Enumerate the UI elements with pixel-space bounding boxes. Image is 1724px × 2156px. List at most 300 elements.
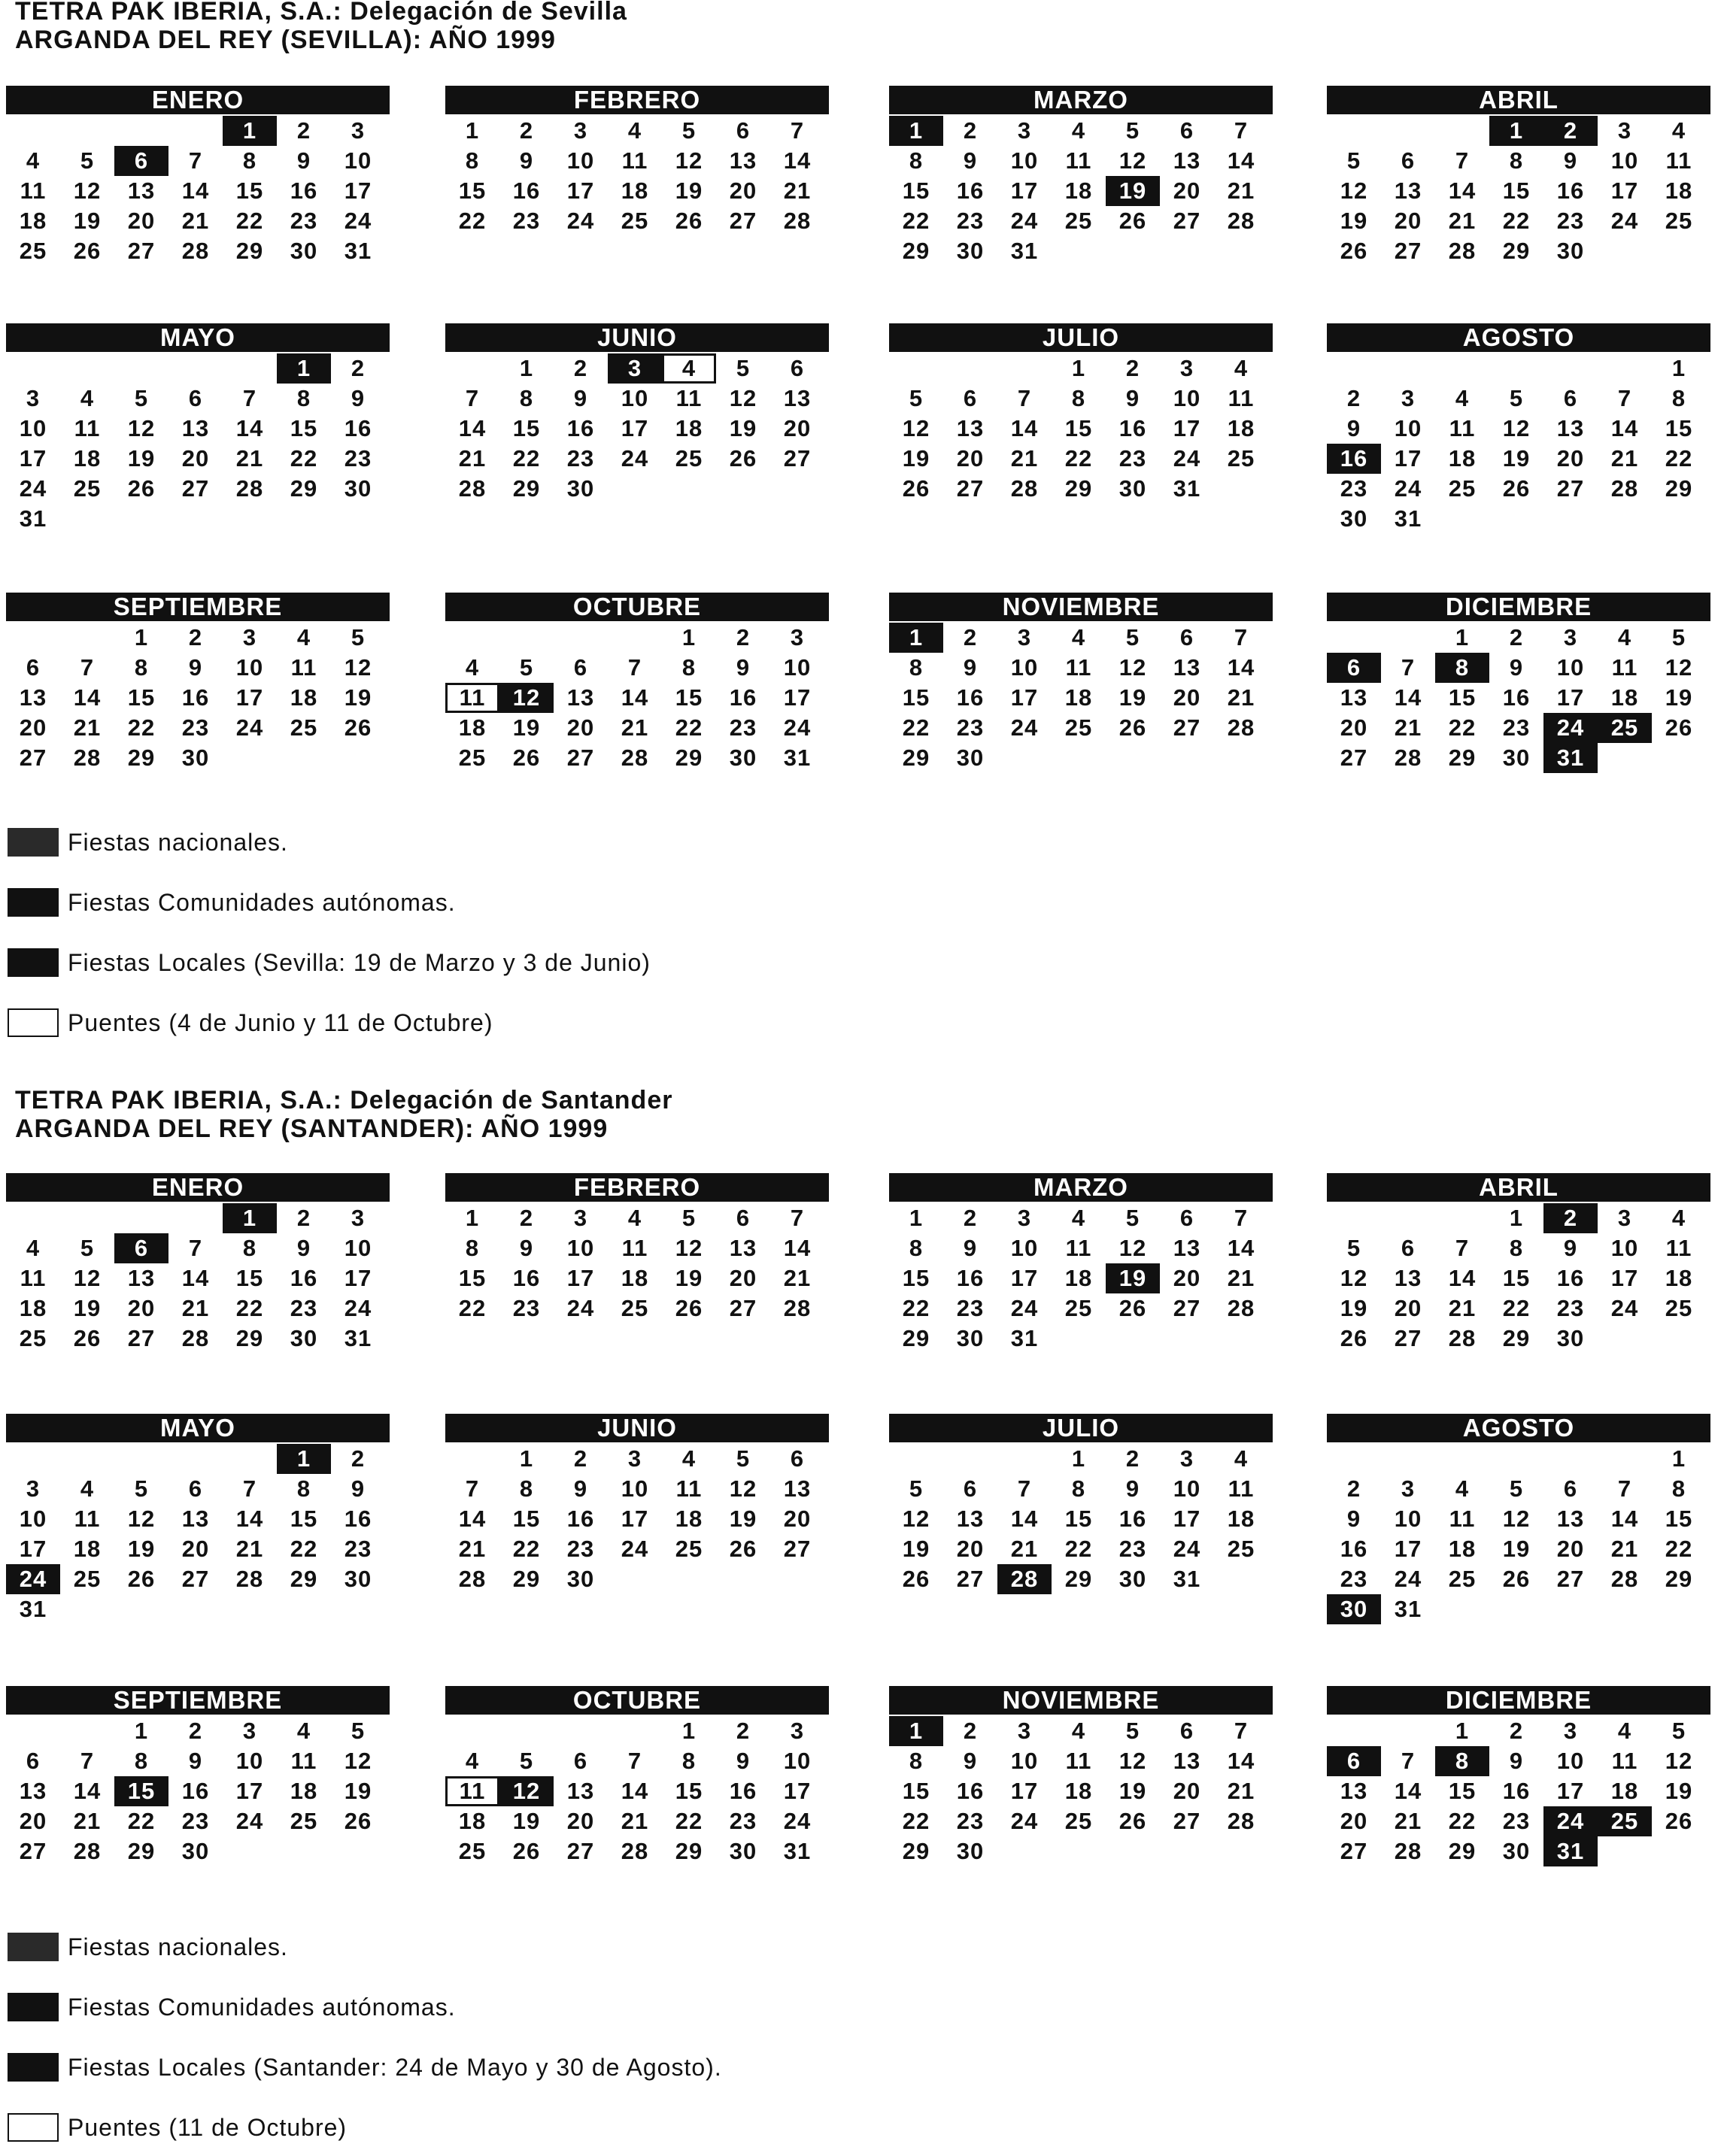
day-cell: 3 [1179,1445,1194,1472]
day-cell: 15 [512,415,541,441]
day-cell: 29 [1064,475,1093,502]
day-cell: 9 [736,654,751,681]
day-grid [6,353,390,534]
day-cell: 17 [1010,684,1039,711]
day-cell: 24 [1010,1295,1039,1321]
day-cell: 10 [344,1235,372,1261]
empty-cell [1327,623,1381,653]
day-cell: 18 [1227,415,1255,441]
day-cell: 6 [1563,385,1578,411]
day-cell: 21 [235,445,264,472]
holiday-day-cell: 12 [499,683,554,713]
day-cell: 7 [1455,147,1470,174]
day-grid [889,1716,1273,1866]
day-cell: 9 [963,1235,978,1261]
day-cell: 13 [783,1475,812,1502]
day-cell: 7 [1017,385,1032,411]
day-cell: 29 [1665,1566,1693,1592]
day-cell: 4 [465,654,480,681]
day-cell: 16 [290,177,318,204]
month-septiembre [6,593,390,773]
day-cell: 20 [181,1536,210,1562]
day-cell: 8 [1671,385,1686,411]
day-cell: 4 [1071,1205,1086,1231]
day-cell: 5 [736,355,751,381]
day-cell: 31 [1010,1325,1039,1351]
day-cell: 27 [127,1325,156,1351]
day-cell: 25 [1665,1295,1693,1321]
day-cell: 1 [465,1205,480,1231]
day-cell: 22 [902,714,930,741]
day-cell: 8 [1071,385,1086,411]
day-cell: 10 [621,385,649,411]
day-cell: 22 [902,1295,930,1321]
day-cell: 11 [20,177,47,204]
day-cell: 7 [1234,624,1249,650]
day-cell: 23 [1502,1808,1531,1834]
day-cell: 11 [1228,1475,1255,1502]
legend-label: Puentes (11 de Octubre) [68,2113,348,2141]
day-cell: 16 [181,684,210,711]
day-cell: 29 [235,238,264,264]
day-cell: 19 [902,445,930,472]
day-cell: 4 [1671,1205,1686,1231]
day-cell: 22 [1064,445,1093,472]
empty-cell [608,623,662,653]
day-cell: 7 [242,385,257,411]
day-cell: 8 [909,147,924,174]
day-cell: 24 [19,475,47,502]
day-cell: 1 [1455,1718,1470,1744]
day-cell: 26 [127,475,156,502]
day-cell: 21 [1394,714,1422,741]
holiday-day-cell: 15 [114,1776,168,1806]
day-cell: 30 [1556,238,1585,264]
day-cell: 22 [512,445,541,472]
day-cell: 3 [627,1445,642,1472]
day-cell: 19 [729,1506,757,1532]
day-cell: 17 [344,177,372,204]
day-cell: 23 [181,714,210,741]
day-cell: 28 [235,1566,264,1592]
holiday-day-cell: 19 [1106,176,1160,206]
day-cell: 30 [181,744,210,771]
day-cell: 13 [566,684,595,711]
day-grid [445,1444,829,1594]
day-cell: 15 [1448,684,1477,711]
month-noviembre [889,1686,1273,1866]
day-cell: 5 [909,385,924,411]
month-marzo [889,86,1273,266]
day-cell: 15 [458,1265,487,1291]
day-cell: 6 [1179,117,1194,144]
day-cell: 28 [783,1295,812,1321]
day-cell: 15 [235,1265,264,1291]
day-cell: 18 [621,1265,649,1291]
day-cell: 26 [1665,1808,1693,1834]
day-cell: 30 [729,744,757,771]
day-cell: 6 [573,1748,588,1774]
day-cell: 5 [736,1445,751,1472]
day-cell: 2 [1125,1445,1140,1472]
day-cell: 17 [1010,177,1039,204]
day-cell: 25 [1064,714,1093,741]
day-cell: 27 [783,445,812,472]
day-cell: 6 [1563,1475,1578,1502]
day-cell: 23 [290,208,318,234]
day-cell: 2 [296,117,311,144]
day-cell: 30 [1556,1325,1585,1351]
day-cell: 13 [1394,177,1422,204]
month-header: JULIO [889,1414,1273,1442]
empty-cell [889,1444,943,1474]
day-cell: 3 [1617,1205,1632,1231]
day-cell: 30 [956,238,985,264]
day-cell: 31 [344,238,372,264]
day-cell: 18 [19,1295,47,1321]
day-cell: 28 [458,475,487,502]
day-cell: 3 [242,624,257,650]
empty-cell [1327,1444,1381,1474]
day-cell: 19 [729,415,757,441]
day-cell: 17 [1394,1536,1422,1562]
month-header: JUNIO [445,1414,829,1442]
day-cell: 5 [80,1235,95,1261]
day-grid [6,1716,390,1866]
day-cell: 11 [1228,385,1255,411]
day-cell: 26 [902,1566,930,1592]
day-grid [1327,1444,1710,1624]
day-cell: 8 [681,654,697,681]
day-cell: 15 [1502,1265,1531,1291]
empty-cell [1381,1716,1435,1746]
day-cell: 10 [783,654,812,681]
month-header: NOVIEMBRE [889,593,1273,621]
legend-item [8,1932,288,1962]
day-cell: 5 [1671,1718,1686,1744]
month-septiembre [6,1686,390,1866]
day-cell: 4 [681,1445,697,1472]
day-cell: 2 [963,1718,978,1744]
day-cell: 16 [1340,1536,1368,1562]
day-cell: 30 [1118,475,1147,502]
day-cell: 15 [1665,1506,1693,1532]
day-cell: 3 [1401,1475,1416,1502]
day-cell: 25 [1448,1566,1477,1592]
day-cell: 26 [73,1325,102,1351]
day-cell: 24 [566,208,595,234]
day-cell: 29 [902,744,930,771]
holiday-day-cell: 1 [889,623,943,653]
day-cell: 4 [1617,624,1632,650]
day-cell: 6 [26,654,41,681]
day-cell: 13 [1173,1235,1201,1261]
holiday-day-cell: 25 [1598,713,1652,743]
day-cell: 13 [19,684,47,711]
legend-item [8,2112,347,2142]
day-cell: 6 [1179,1718,1194,1744]
empty-cell [1489,353,1543,384]
section-title-line2: ARGANDA DEL REY (SEVILLA): AÑO 1999 [15,26,556,54]
day-cell: 3 [351,1205,366,1231]
day-cell: 30 [1502,1838,1531,1864]
day-cell: 8 [909,1235,924,1261]
day-cell: 15 [512,1506,541,1532]
day-cell: 4 [80,1475,95,1502]
month-header: AGOSTO [1327,1414,1710,1442]
empty-cell [1435,353,1489,384]
day-cell: 23 [956,208,985,234]
legend-label: Fiestas Comunidades autónomas. [68,888,456,916]
day-cell: 10 [19,1506,47,1532]
month-header: SEPTIEMBRE [6,593,390,621]
day-cell: 18 [1064,1778,1093,1804]
holiday-day-cell: 30 [1327,1594,1381,1624]
day-cell: 21 [235,1536,264,1562]
day-cell: 17 [1556,684,1585,711]
day-cell: 20 [127,208,156,234]
day-cell: 4 [1071,1718,1086,1744]
day-cell: 5 [1125,624,1140,650]
empty-cell [168,1444,223,1474]
month-header: MARZO [889,1173,1273,1202]
day-cell: 20 [783,1506,812,1532]
day-cell: 8 [1671,1475,1686,1502]
day-cell: 8 [465,147,480,174]
day-cell: 17 [235,684,264,711]
day-cell: 2 [1125,355,1140,381]
empty-cell [1435,116,1489,146]
day-cell: 7 [1234,1205,1249,1231]
day-cell: 7 [627,1748,642,1774]
day-cell: 8 [519,385,534,411]
day-cell: 4 [1455,1475,1470,1502]
day-cell: 28 [1227,714,1255,741]
month-header: FEBRERO [445,86,829,114]
day-cell: 23 [1502,714,1531,741]
day-cell: 5 [1509,385,1524,411]
day-cell: 12 [675,1235,703,1261]
day-cell: 22 [235,1295,264,1321]
day-cell: 16 [344,1506,372,1532]
day-cell: 7 [1617,1475,1632,1502]
day-cell: 16 [290,1265,318,1291]
day-cell: 10 [19,415,47,441]
day-cell: 14 [783,147,812,174]
empty-cell [168,1203,223,1233]
day-cell: 19 [512,1808,541,1834]
day-cell: 15 [675,1778,703,1804]
empty-cell [60,1203,114,1233]
day-cell: 15 [1665,415,1693,441]
day-cell: 8 [519,1475,534,1502]
day-cell: 25 [1064,1295,1093,1321]
empty-cell [1327,116,1381,146]
day-cell: 13 [181,1506,210,1532]
holiday-day-cell: 3 [608,353,662,384]
day-cell: 13 [1556,415,1585,441]
day-cell: 29 [127,744,156,771]
day-cell: 2 [188,1718,203,1744]
day-cell: 2 [188,624,203,650]
day-cell: 10 [566,1235,595,1261]
day-cell: 4 [627,1205,642,1231]
day-cell: 19 [1502,1536,1531,1562]
holiday-day-cell: 6 [114,146,168,176]
day-cell: 17 [19,445,47,472]
day-cell: 23 [344,1536,372,1562]
day-cell: 20 [1394,208,1422,234]
day-cell: 28 [1610,475,1639,502]
empty-cell [114,1444,168,1474]
day-cell: 24 [1010,1808,1039,1834]
day-cell: 16 [956,177,985,204]
day-cell: 26 [512,1838,541,1864]
day-cell: 31 [344,1325,372,1351]
month-agosto [1327,323,1710,534]
empty-cell [1327,353,1381,384]
day-cell: 28 [1394,744,1422,771]
day-cell: 2 [351,1445,366,1472]
day-cell: 18 [1064,684,1093,711]
day-cell: 7 [242,1475,257,1502]
day-cell: 28 [1448,238,1477,264]
day-cell: 22 [902,1808,930,1834]
holiday-day-cell: 1 [277,353,331,384]
day-cell: 14 [181,1265,210,1291]
day-cell: 9 [351,385,366,411]
day-cell: 16 [956,1265,985,1291]
day-cell: 16 [512,1265,541,1291]
day-cell: 4 [1455,385,1470,411]
day-cell: 23 [1118,1536,1147,1562]
day-cell: 25 [1064,208,1093,234]
day-cell: 24 [783,714,812,741]
day-cell: 12 [729,1475,757,1502]
day-cell: 13 [729,147,757,174]
day-cell: 14 [1010,1506,1039,1532]
day-cell: 24 [344,1295,372,1321]
day-cell: 18 [1448,1536,1477,1562]
day-cell: 19 [127,445,156,472]
day-cell: 26 [127,1566,156,1592]
day-cell: 10 [1394,415,1422,441]
day-cell: 21 [458,445,487,472]
empty-cell [1381,1444,1435,1474]
month-header: SEPTIEMBRE [6,1686,390,1715]
day-cell: 2 [573,1445,588,1472]
day-cell: 30 [290,238,318,264]
day-cell: 18 [675,1506,703,1532]
empty-cell [499,1716,554,1746]
day-cell: 15 [290,415,318,441]
day-cell: 9 [573,385,588,411]
holiday-day-cell: 8 [1435,1746,1489,1776]
holiday-day-cell: 1 [1489,116,1543,146]
day-cell: 12 [675,147,703,174]
day-cell: 1 [681,1718,697,1744]
month-header: OCTUBRE [445,593,829,621]
day-cell: 8 [134,1748,149,1774]
day-cell: 25 [458,744,487,771]
day-cell: 28 [458,1566,487,1592]
day-cell: 5 [1125,1718,1140,1744]
day-cell: 21 [1227,177,1255,204]
day-cell: 4 [26,1235,41,1261]
day-cell: 4 [80,385,95,411]
day-cell: 22 [127,1808,156,1834]
empty-cell [1327,1716,1381,1746]
day-cell: 28 [73,744,102,771]
day-cell: 18 [19,208,47,234]
day-cell: 26 [1502,475,1531,502]
day-cell: 5 [519,654,534,681]
day-cell: 20 [783,415,812,441]
day-cell: 22 [458,1295,487,1321]
day-cell: 13 [1340,1778,1368,1804]
day-cell: 22 [1665,445,1693,472]
day-cell: 16 [729,1778,757,1804]
holiday-day-cell: 6 [1327,653,1381,683]
month-julio [889,323,1273,504]
day-cell: 4 [296,1718,311,1744]
day-cell: 24 [235,714,264,741]
day-cell: 13 [1556,1506,1585,1532]
day-cell: 14 [73,684,102,711]
day-cell: 15 [675,684,703,711]
day-cell: 22 [1502,208,1531,234]
day-cell: 6 [790,1445,805,1472]
day-cell: 14 [621,684,649,711]
day-cell: 20 [729,1265,757,1291]
legend-label: Fiestas Comunidades autónomas. [68,1993,456,2021]
day-cell: 28 [1394,1838,1422,1864]
day-cell: 3 [790,1718,805,1744]
month-junio [445,323,829,504]
day-cell: 16 [181,1778,210,1804]
day-cell: 17 [19,1536,47,1562]
day-cell: 9 [519,147,534,174]
day-cell: 2 [1509,1718,1524,1744]
day-cell: 30 [956,744,985,771]
empty-cell [1598,1444,1652,1474]
day-cell: 9 [351,1475,366,1502]
day-cell: 5 [134,1475,149,1502]
day-cell: 23 [729,714,757,741]
day-cell: 29 [675,1838,703,1864]
day-cell: 19 [73,1295,102,1321]
day-cell: 7 [1234,117,1249,144]
empty-cell [168,116,223,146]
day-cell: 1 [1071,1445,1086,1472]
day-cell: 27 [1173,1808,1201,1834]
day-cell: 12 [344,654,372,681]
day-cell: 21 [1448,1295,1477,1321]
day-cell: 11 [1065,1748,1092,1774]
empty-cell [60,1444,114,1474]
day-cell: 9 [963,654,978,681]
day-cell: 18 [621,177,649,204]
day-cell: 12 [1665,1748,1693,1774]
day-cell: 27 [1340,744,1368,771]
day-cell: 5 [1346,1235,1361,1261]
day-cell: 28 [235,475,264,502]
day-cell: 6 [736,117,751,144]
day-cell: 13 [1173,1748,1201,1774]
day-cell: 1 [909,1205,924,1231]
day-cell: 9 [519,1235,534,1261]
holiday-day-cell: 31 [1543,1836,1598,1866]
